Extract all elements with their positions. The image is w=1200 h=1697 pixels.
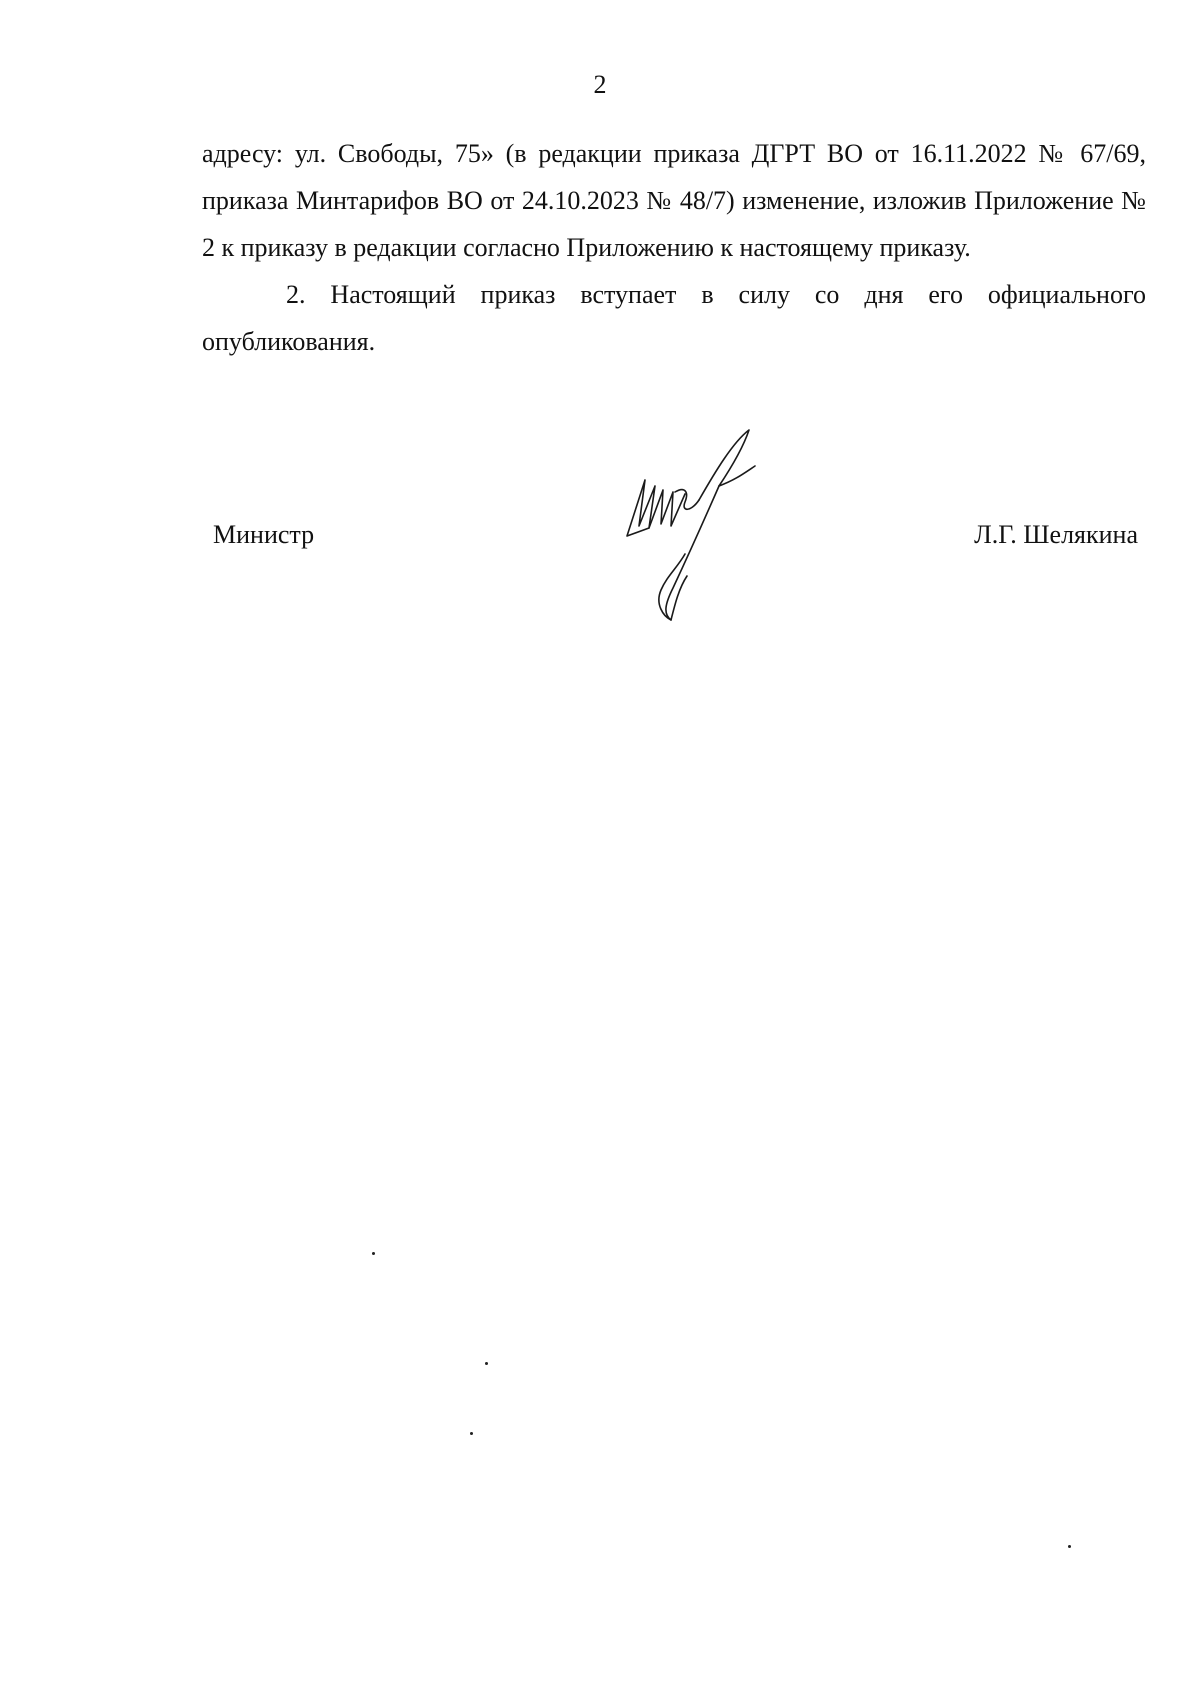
paragraph-effective-date: 2. Настоящий приказ вступает в силу со дня его официального опубликования. xyxy=(202,280,1146,356)
scan-speck xyxy=(1068,1545,1071,1548)
scan-speck xyxy=(470,1432,473,1435)
signature-block xyxy=(0,520,1200,560)
paragraph-continuation: адресу: ул. Свободы, 75» (в редакции приказа ДГРТ ВО от 16.11.2022 № 67/69, приказа Минтарифов ВО от 24.10.2023 № 48/7) изменение, изложив Приложение № 2 к приказу в редакции согласно Приложению к настоящему приказу. xyxy=(202,139,1146,262)
signer-name: Л.Г. Шелякина xyxy=(974,520,1138,549)
handwritten-signature xyxy=(615,428,765,638)
signer-position: Министр xyxy=(213,520,315,549)
page-number: 2 xyxy=(593,70,607,99)
scan-speck xyxy=(372,1252,375,1255)
document-body xyxy=(202,130,1146,365)
scan-speck xyxy=(485,1362,488,1365)
